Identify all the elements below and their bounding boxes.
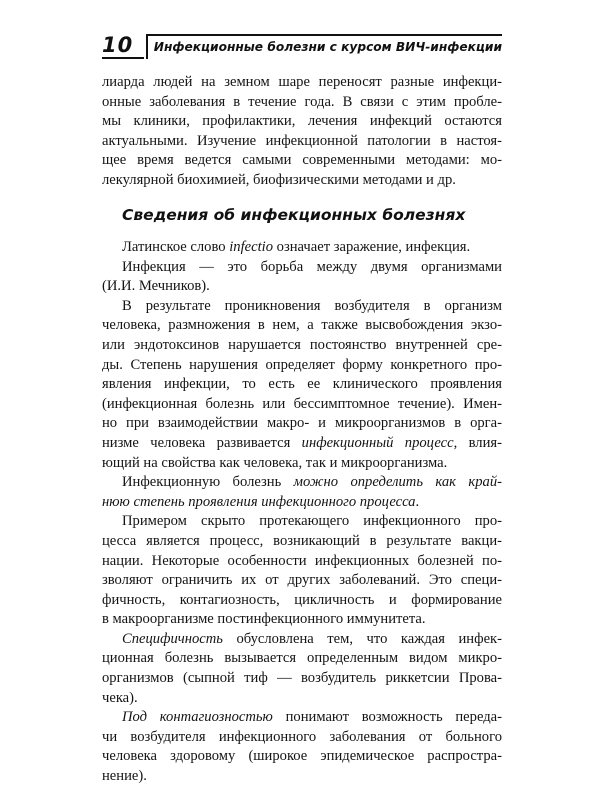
paragraph-line: человека, размножения в нем, а также высвобождения экзо-	[102, 317, 502, 334]
paragraph-line: чи возбудителя инфекционного заболевания от больного	[102, 728, 502, 745]
emphasis-term: инфекционный процесс	[301, 434, 454, 451]
paragraph-line: или эндотоксинов нарушается постоянство внутренней сре-	[102, 336, 502, 353]
header-top-rule	[146, 34, 502, 36]
paragraph-line: ды. Степень нарушения определяет форму конкретного про-	[102, 356, 502, 373]
paragraph-line: Инфекция — это борьба между двумя организмами	[122, 258, 502, 275]
paragraph-line	[102, 630, 502, 650]
text-run: Латинское слово	[122, 239, 230, 255]
paragraph-line: зволяют ограничить их от других заболеваний. Это специ-	[102, 572, 502, 589]
running-header	[102, 32, 502, 58]
paragraph-line: В результате проникновения возбудителя в организм	[122, 297, 502, 314]
header-underline-rule	[102, 57, 144, 59]
paragraph-line: в макроорганизме постинфекционного иммунитета.	[102, 611, 426, 628]
paragraph-line: (И.И. Мечников).	[102, 278, 210, 295]
paragraph-line: явления инфекции, то есть ее клинического проявления	[102, 376, 502, 393]
section-heading: Сведения об инфекционных болезнях	[122, 206, 466, 224]
paragraph-line	[102, 493, 502, 513]
text-run: Инфекционную болезнь	[122, 474, 294, 491]
text-line: онные заболевания в течение года. В связи с этим пробле-	[102, 93, 502, 110]
section-body	[102, 238, 502, 787]
running-title: Инфекционные болезни с курсом ВИЧ-инфекции	[153, 40, 502, 54]
emphasis-term: Специфичность	[122, 630, 223, 647]
paragraph-line	[102, 434, 502, 454]
text-line: мы клиники, профилактики, лечения инфекций остаются	[102, 113, 502, 130]
text-run: , влия-	[453, 434, 502, 451]
paragraph-line: цесса является процесс, возникающий в результате вакци-	[102, 532, 502, 549]
paragraph-line: но при взаимодействии макро- и микроорганизмов в орга-	[102, 415, 502, 432]
text-run: обусловлена тем, что каждая инфек-	[222, 630, 502, 647]
text-line: щее время ведется самыми современными методами: мо-	[102, 152, 502, 169]
paragraph-line: (инфекционная болезнь или бессимптомное течение). Имен-	[102, 395, 502, 412]
paragraph-line: Примером скрыто протекающего инфекционного про-	[122, 513, 502, 530]
paragraph-line	[102, 238, 502, 258]
page-number: 10	[102, 33, 134, 57]
emphasis-term: Под контагиозностью	[122, 709, 273, 726]
paragraph-line: человека здоровому (широкое эпидемическое распростра-	[102, 748, 502, 765]
paragraph-line: фичность, контагиозность, цикличность и формирование	[102, 591, 502, 608]
intro-paragraph	[102, 73, 502, 191]
text-run: означает заражение, инфекция.	[273, 239, 471, 255]
text-line: актуальными. Изучение инфекционной патологии в настоя-	[102, 132, 502, 149]
paragraph-line	[102, 473, 502, 493]
emphasis-term: нюю степень проявления инфекционного процесса	[102, 493, 416, 510]
paragraph-line: ющий на свойства как человека, так и микроорганизма.	[102, 454, 448, 471]
paragraph-line: нение).	[102, 768, 147, 785]
latin-term: infectio	[229, 239, 273, 255]
paragraph-line: нации. Некоторые особенности инфекционных болезней по-	[102, 552, 502, 569]
text-run: понимают возможность переда-	[272, 709, 502, 726]
paragraph-line: организмов (сыпной тиф — возбудитель риккетсии Прова-	[102, 670, 502, 687]
text-run: низме человека развивается	[102, 434, 302, 451]
emphasis-term: можно определить как край-	[293, 474, 502, 491]
paragraph-line: ционная болезнь вызывается определенным видом микро-	[102, 650, 502, 667]
paragraph-line	[102, 708, 502, 728]
text-line: лиарда людей на земном шаре переносят разные инфекци-	[102, 74, 502, 90]
text-line: лекулярной биохимией, биофизическими методами и др.	[102, 171, 456, 188]
text-run: .	[415, 493, 420, 510]
paragraph-line: чека).	[102, 689, 138, 706]
header-corner-rule	[146, 34, 152, 59]
